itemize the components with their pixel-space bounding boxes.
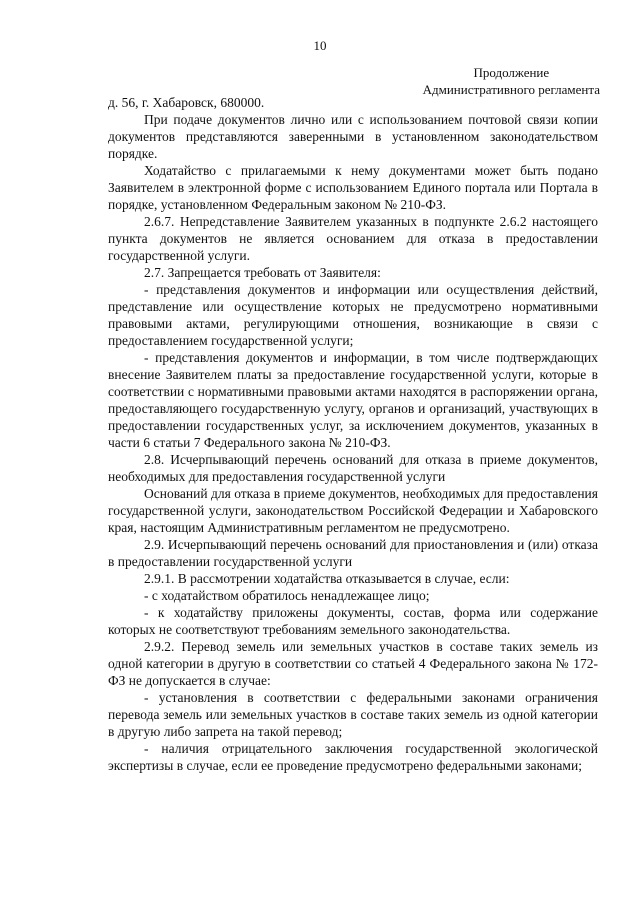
list-item: - представления документов и информации или осуществления действий, представление или осуществление которых не предусмотрено нормативными правовыми актами, регулирующими отношения, возникающие в связи с предоставлением государственной услуги; [108, 282, 598, 348]
header-note-line2: Административного регламента [422, 82, 600, 97]
paragraph: При подаче документов лично или с использованием почтовой связи копии документов представляются заверенными в установленном законодательством порядке. [108, 112, 598, 161]
list-item: - с ходатайством обратилось ненадлежащее лицо; [144, 588, 430, 603]
list-item: - представления документов и информации, в том числе подтверждающих внесение Заявителем платы за предоставление государственной услуги, которые в соответствии с нормативными правовыми актами находятся в распоряжении органа, предоставляющего государственную услугу, органов и организаций, участвующих в предоставлении государственных услуг, за исключением документов, указанных в части 6 статьи 7 Федерального закона № 210-ФЗ. [108, 350, 598, 450]
paragraph: 2.6.7. Непредставление Заявителем указанных в подпункте 2.6.2 настоящего пункта документов не является основанием для отказа в предоставлении государственной услуги. [108, 214, 598, 263]
list-item: - к ходатайству приложены документы, состав, форма или содержание которых не соответствуют требованиям земельного законодательства. [108, 605, 598, 637]
paragraph: 2.9.1. В рассмотрении ходатайства отказывается в случае, если: [144, 571, 510, 586]
paragraph-address-continuation: д. 56, г. Хабаровск, 680000. [108, 95, 265, 110]
header-note-line1: Продолжение [473, 65, 550, 80]
list-item: - установления в соответствии с федеральными законами ограничения перевода земель или земельных участков в составе таких земель из одной категории в другую либо запрета на такой перевод; [108, 690, 598, 739]
document-body [108, 94, 598, 774]
paragraph: 2.9.2. Перевод земель или земельных участков в составе таких земель из одной категории в другую в соответствии со статьей 4 Федерального закона № 172-ФЗ не допускается в случае: [108, 639, 598, 688]
list-item: - наличия отрицательного заключения государственной экологической экспертизы в случае, если ее проведение предусмотрено федеральными законами; [108, 741, 598, 773]
section-heading: 2.9. Исчерпывающий перечень оснований для приостановления и (или) отказа в предоставлении государственной услуги [108, 537, 598, 569]
section-heading: 2.8. Исчерпывающий перечень оснований для отказа в приеме документов, необходимых для предоставления государственной услуги [108, 452, 598, 484]
page-number: 10 [313, 38, 327, 53]
header-note [423, 64, 600, 98]
paragraph: 2.7. Запрещается требовать от Заявителя: [144, 265, 381, 280]
paragraph: Ходатайство с прилагаемыми к нему документами может быть подано Заявителем в электронной форме с использованием Единого портала или Портала в порядке, установленном Федеральным законом № 210-ФЗ. [108, 163, 598, 212]
paragraph: Оснований для отказа в приеме документов, необходимых для предоставления государственной услуги, законодательством Российской Федерации и Хабаровского края, настоящим Административным регламентом не предусмотрено. [108, 486, 598, 535]
